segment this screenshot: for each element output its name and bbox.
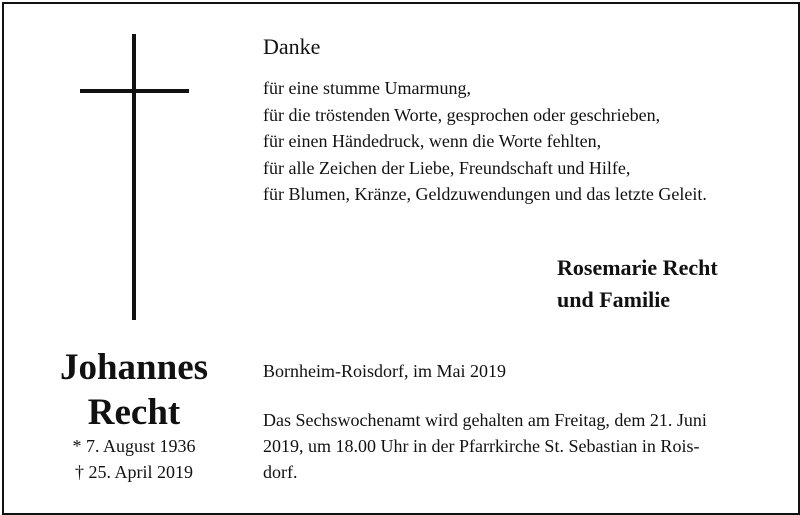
thanks-line: für die tröstenden Worte, gesprochen oder geschrieben, <box>263 104 661 125</box>
thanks-heading: Danke <box>263 34 321 59</box>
service-notice <box>263 407 707 485</box>
thanks-line: für alle Zeichen der Liebe, Freundschaft und Hilfe, <box>263 157 631 178</box>
signature-name: Rosemarie Recht <box>557 255 718 280</box>
place-date: Bornheim-Roisdorf, im Mai 2019 <box>263 361 506 381</box>
death-date: † 25. April 2019 <box>74 462 193 482</box>
thanks-line: für Blumen, Kränze, Geldzuwendungen und das letzte Geleit. <box>263 184 707 204</box>
signature-family: und Familie <box>557 287 671 312</box>
thanks-line: für eine stumme Umarmung, <box>263 78 471 98</box>
thanks-line: für einen Händedruck, wenn die Worte fehlten, <box>263 131 602 151</box>
service-line: dorf. <box>263 462 298 482</box>
deceased-first-name: Johannes <box>59 347 209 388</box>
signature <box>557 252 718 316</box>
service-line: Das Sechswochenamt wird gehalten am Freitag, dem 21. Juni <box>263 410 707 430</box>
life-dates <box>0 433 268 485</box>
cross-vertical-bar <box>132 34 136 320</box>
birth-date: * 7. August 1936 <box>72 436 196 456</box>
deceased-last-name: Recht <box>87 392 181 433</box>
thanks-text <box>263 75 707 208</box>
service-line: 2019, um 18.00 Uhr in der Pfarrkirche St. Sebastian in Rois- <box>263 436 700 456</box>
cross-horizontal-bar <box>80 89 189 93</box>
